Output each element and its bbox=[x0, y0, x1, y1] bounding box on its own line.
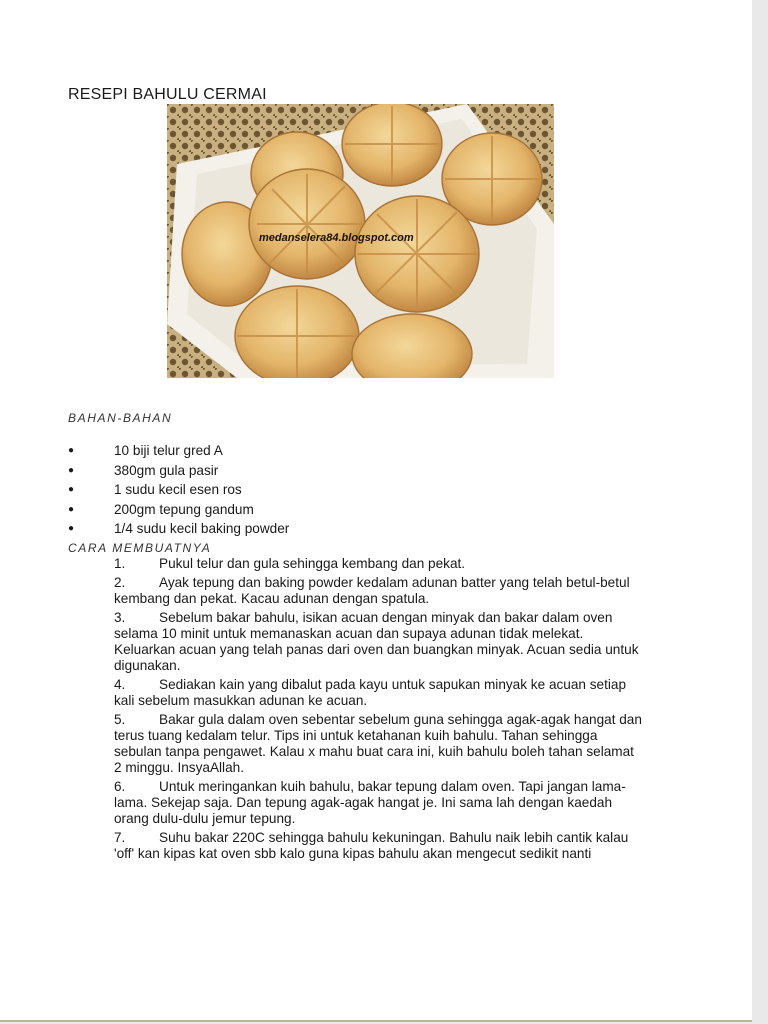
method-step: 7. Suhu bakar 220C sehingga bahulu kekuningan. Bahulu naik lebih cantik kalau 'off' kan kipas kat oven sbb kalo guna kipas bahulu akan mengecut sedikit nanti bbox=[114, 830, 629, 861]
recipe-title: RESEPI BAHULU CERMAI bbox=[68, 86, 267, 103]
list-item: ● 200gm tepung gandum bbox=[68, 500, 289, 520]
method-step: 3. Sebelum bakar bahulu, isikan acuan dengan minyak dan bakar dalam oven selama 10 minit untuk memanaskan acuan dan supaya adunan tidak melekat. Keluarkan acuan yang telah panas dari oven dan buangkan minyak. Acuan sedia untuk digunakan. bbox=[114, 610, 639, 673]
photo-watermark: medanselera84.blogspot.com bbox=[259, 232, 414, 244]
method-step: 5. Bakar gula dalam oven sebentar sebelum guna sehingga agak-agak hangat dan terus tuang kedalam telur. Tips ini untuk ketahanan kuih bahulu. Tahan sehingga sebulan tanpa pengawet. Kalau x mahu buat cara ini, kuih bahulu boleh tahan selamat 2 minggu. InsyaAllah. bbox=[114, 712, 642, 775]
ingredients-list bbox=[68, 441, 289, 539]
bullet-icon: ● bbox=[68, 464, 75, 476]
bullet-icon: ● bbox=[68, 523, 75, 534]
method-step: 6. Untuk meringankan kuih bahulu, bakar tepung dalam oven. Tapi jangan lama-lama. Sekejap saja. Dan tepung agak-agak hangat je. Ini sama lah dengan kaedah orang dulu-dulu jemur tepung. bbox=[114, 779, 626, 826]
method-step: 4. Sediakan kain yang dibalut pada kayu untuk sapukan minyak ke acuan setiap kali sebelum masukkan adunan ke acuan. bbox=[114, 677, 627, 708]
bullet-icon: ● bbox=[68, 503, 75, 515]
ingredients-heading: BAHAN-BAHAN bbox=[68, 411, 173, 425]
bullet-icon: ● bbox=[68, 445, 75, 456]
bullet-icon: ● bbox=[68, 484, 75, 495]
list-item: ● 380gm gula pasir bbox=[68, 461, 289, 481]
list-item: ● 1/4 sudu kecil baking powder bbox=[68, 519, 289, 539]
list-item: ● 10 biji telur gred A bbox=[68, 441, 289, 461]
bahulu-photo bbox=[167, 104, 554, 378]
method-steps bbox=[114, 556, 644, 865]
method-step: 2. Ayak tepung dan baking powder kedalam adunan batter yang telah betul-betul kembang dan pekat. Kacau adunan dengan spatula. bbox=[114, 575, 630, 606]
list-item: ● 1 sudu kecil esen ros bbox=[68, 480, 289, 500]
method-step: 1. Pukul telur dan gula sehingga kembang dan pekat. bbox=[114, 556, 466, 571]
method-heading: CARA MEMBUATNYA bbox=[68, 541, 212, 555]
